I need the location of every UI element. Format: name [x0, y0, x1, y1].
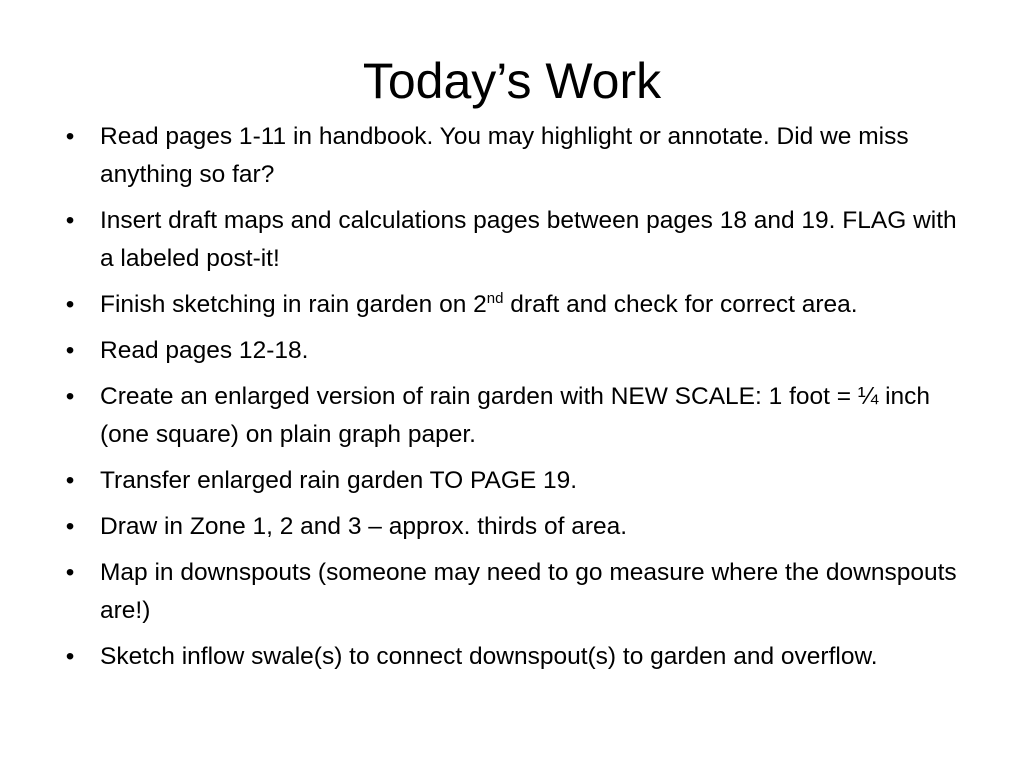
- bullet-text: Create an enlarged version of rain garden with NEW SCALE: 1 foot = ¼ inch (one square) on plain graph paper.: [100, 383, 931, 448]
- bullet-dot-icon: •: [65, 291, 75, 318]
- bullet-dot-icon: •: [65, 643, 75, 670]
- bullet-text: Map in downspouts (someone may need to go measure where the downspouts are!): [100, 559, 957, 624]
- bullet-text: Draw in Zone 1, 2 and 3 – approx. thirds of area.: [100, 513, 628, 540]
- bullet-dot-icon: •: [65, 513, 75, 540]
- slide-title: Today’s Work: [362, 53, 662, 109]
- bullet-text: Read pages 12-18.: [100, 337, 309, 364]
- bullet-text: Transfer enlarged rain garden TO PAGE 19.: [100, 467, 578, 494]
- bullet-item-8: [56, 554, 976, 630]
- bullet-item-9: [56, 638, 976, 676]
- bullet-item-1: [56, 118, 976, 194]
- bullet-text: Sketch inflow swale(s) to connect downspout(s) to garden and overflow.: [100, 643, 878, 670]
- bullet-text: Insert draft maps and calculations pages between pages 18 and 19. FLAG with a labeled post-it!: [100, 207, 957, 272]
- bullet-dot-icon: •: [65, 559, 75, 586]
- bullet-item-3: [56, 286, 976, 324]
- bullet-item-6: [56, 462, 976, 500]
- bullet-list: [56, 118, 976, 684]
- bullet-item-4: [56, 332, 976, 370]
- bullet-item-7: [56, 508, 976, 546]
- bullet-dot-icon: •: [65, 383, 75, 410]
- bullet-dot-icon: •: [65, 123, 75, 150]
- ordinal-superscript: nd: [486, 290, 504, 307]
- bullet-item-5: [56, 378, 976, 454]
- bullet-dot-icon: •: [65, 467, 75, 494]
- bullet-text-before: Finish sketching in rain garden on 2: [100, 291, 487, 318]
- bullet-text-after: draft and check for correct area.: [503, 291, 858, 318]
- bullet-item-2: [56, 202, 976, 278]
- bullet-dot-icon: •: [65, 207, 75, 234]
- bullet-dot-icon: •: [65, 337, 75, 364]
- bullet-text: Read pages 1-11 in handbook. You may highlight or annotate. Did we miss anything so far?: [100, 123, 909, 188]
